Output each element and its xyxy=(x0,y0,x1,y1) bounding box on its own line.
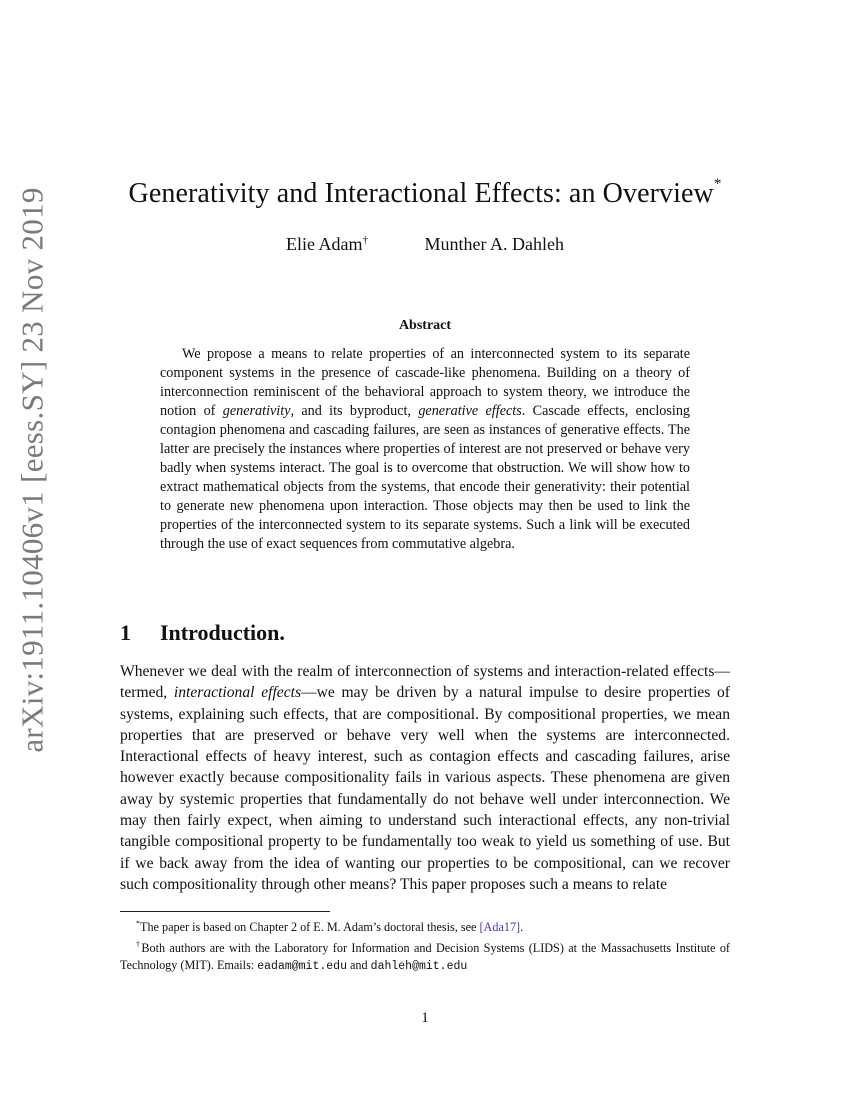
footnote-2-mark: † xyxy=(136,940,142,950)
footnote-1 xyxy=(120,915,730,936)
page-number: 1 xyxy=(421,1010,429,1026)
abstract-part-1: We propose a means to relate properties of an interconnected system to its separate component systems in the presence of cascade-like phenomena. Building on a theory of interconnection reminiscent of the behavioral approach to system theory, we introduce the notion of xyxy=(160,346,690,419)
abstract-part-3: . Cascade effects, enclosing contagion phenomena and cascading failures, are seen as instances of generative effects. The latter are precisely the instances where properties of interest are not preserved or behave very badly when systems interact. The goal is to overcome that obstruction. We will show how to extract mathematical objects from the systems, that encode their generativity: their potential to generate new phenomena upon interaction. Those objects may then be used to link the properties of the interconnected system to its separate systems. Such a link will be executed through the use of exact sequences from commutative algebra. xyxy=(160,403,691,552)
abstract-emphasis-generativity: generativity xyxy=(222,403,291,419)
email-dahleh[interactable]: dahleh@mit.edu xyxy=(370,960,468,974)
abstract-emphasis-generative-effects: generative effects xyxy=(418,403,522,419)
intro-part-1: Whenever we deal with the realm of interconnection of systems and interaction-related effects—termed, xyxy=(120,663,730,702)
footnote-1-end: . xyxy=(520,920,524,935)
abstract-part-2: , and its byproduct, xyxy=(290,403,419,419)
arxiv-stamp-text: arXiv:1911.10406v1 [eess.SY] 23 Nov 2019 xyxy=(15,187,51,753)
author-1 xyxy=(286,234,368,255)
author-2-name: Munther A. Dahleh xyxy=(424,234,564,254)
abstract-heading: Abstract xyxy=(398,318,452,333)
author-list xyxy=(0,234,850,255)
footnote-2-text: Both authors are with the Laboratory for Information and Decision Systems (LIDS) at the Massachusetts Institute of Technology (MIT). Emails: xyxy=(120,941,730,973)
introduction-paragraph xyxy=(120,661,730,895)
intro-emphasis-interactional-effects: interactional effects xyxy=(173,684,302,702)
citation-link-ada17[interactable]: [Ada17] xyxy=(479,920,521,935)
title-footnote-mark[interactable]: * xyxy=(713,175,722,192)
author-1-footnote-mark[interactable]: † xyxy=(362,234,368,246)
author-1-name: Elie Adam xyxy=(286,234,363,254)
abstract-text xyxy=(160,345,690,554)
arxiv-stamp xyxy=(8,187,58,753)
author-2 xyxy=(425,234,564,255)
email-eadam[interactable]: eadam@mit.edu xyxy=(257,960,347,974)
section-heading xyxy=(120,620,285,646)
intro-part-2: —we may be driven by a natural impulse to desire properties of systems, explaining such effects, that are compositional. By compositional properties, we mean properties that are preserved or behave very well when the systems are interconnected. Interactional effects of heavy interest, such as contagion effects and cascading failures, arise however exactly because compositionality fails in various aspects. These phenomena are given away by systemic properties that fundamentally do not behave well under interconnection. We may then fairly expect, when aiming to understand such interactional effects, any non-trivial tangible compositional property to be fundamentally too weak to yield us something of use. But if we back away from the idea of wanting our properties to be compositional, can we recover such compositionality through other means? This paper proposes such a means to relate xyxy=(120,684,731,893)
footnote-1-text: The paper is based on Chapter 2 of E. M. Adam’s doctoral thesis, see xyxy=(140,920,480,935)
section-title: Introduction. xyxy=(160,620,285,645)
footnote-1-mark: * xyxy=(136,919,140,928)
footnote-divider xyxy=(120,911,330,912)
footnote-2 xyxy=(120,936,730,975)
footnotes xyxy=(120,915,730,975)
section-number: 1 xyxy=(120,620,131,645)
paper-title xyxy=(0,175,850,210)
footnote-2-and: and xyxy=(346,958,371,973)
paper-title-text: Generativity and Interactional Effects: an Overview xyxy=(128,178,714,209)
